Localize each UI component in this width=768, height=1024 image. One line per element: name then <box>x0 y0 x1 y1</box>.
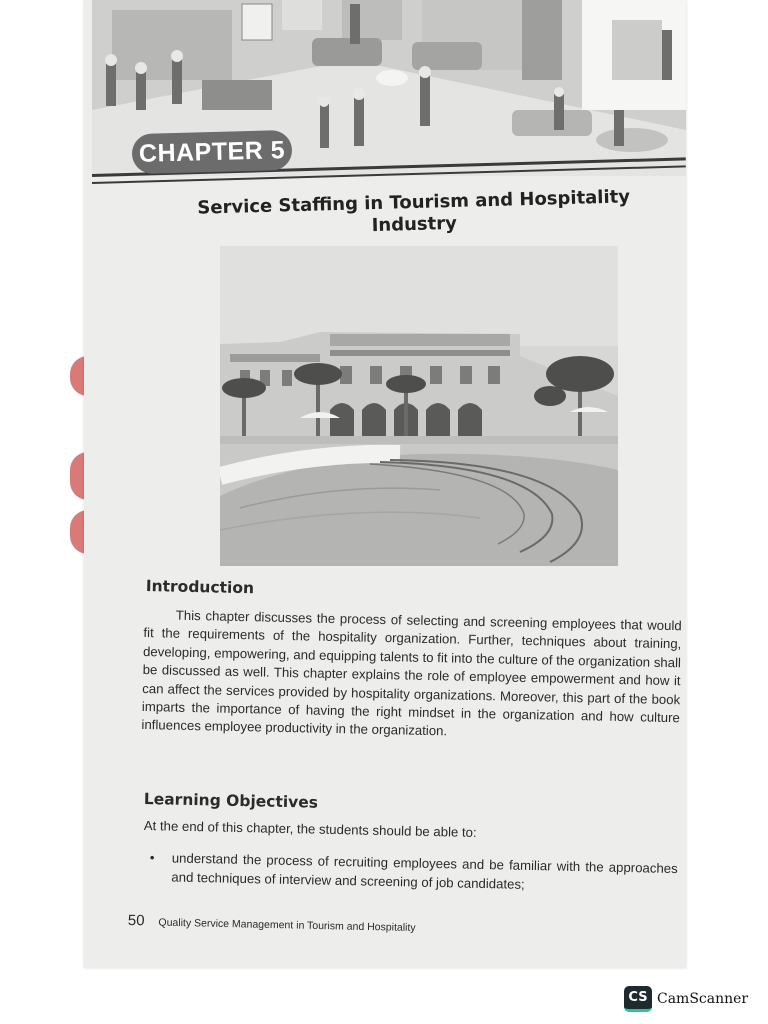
objective-text: understand the process of recruiting employees and be familiar with the approaches and techniques of interview and screening of job candidates; <box>171 850 678 892</box>
chapter-title: Service Staffing in Tourism and Hospitality Industry <box>197 186 631 237</box>
camscanner-label: CamScanner <box>657 991 749 1007</box>
book-page <box>84 0 686 968</box>
learning-objectives-heading: Learning Objectives <box>143 790 319 812</box>
introduction-heading: Introduction <box>145 577 255 598</box>
resort-pool-photo <box>220 246 618 566</box>
book-title: Quality Service Management in Tourism and Hospitality <box>158 916 416 935</box>
page-number: 50 <box>127 912 145 930</box>
list-item <box>149 848 678 897</box>
camscanner-watermark <box>624 986 748 1012</box>
introduction-paragraph: This chapter discusses the process of selecting and screening employees that would fit the requirements of the hospitality organization. Further, techniques about training, developing, empowering, and equipping talents to fit into the culture of the organization shall be discussed as well. This chapter explains the role of employee empowerment and how it can affect the services provided by hospitality organizations. Moreover, this part of the book imparts the importance of having the right mindset in the organization and how culture influences employee productivity in the organization. <box>141 607 682 739</box>
learning-objectives-lead: At the end of this chapter, the students should be able to: <box>143 818 477 840</box>
page-footer <box>128 912 416 935</box>
chapter-label: CHAPTER 5 <box>132 130 293 174</box>
bullet-icon: • <box>149 849 155 866</box>
camscanner-logo-icon: CS <box>624 986 652 1012</box>
